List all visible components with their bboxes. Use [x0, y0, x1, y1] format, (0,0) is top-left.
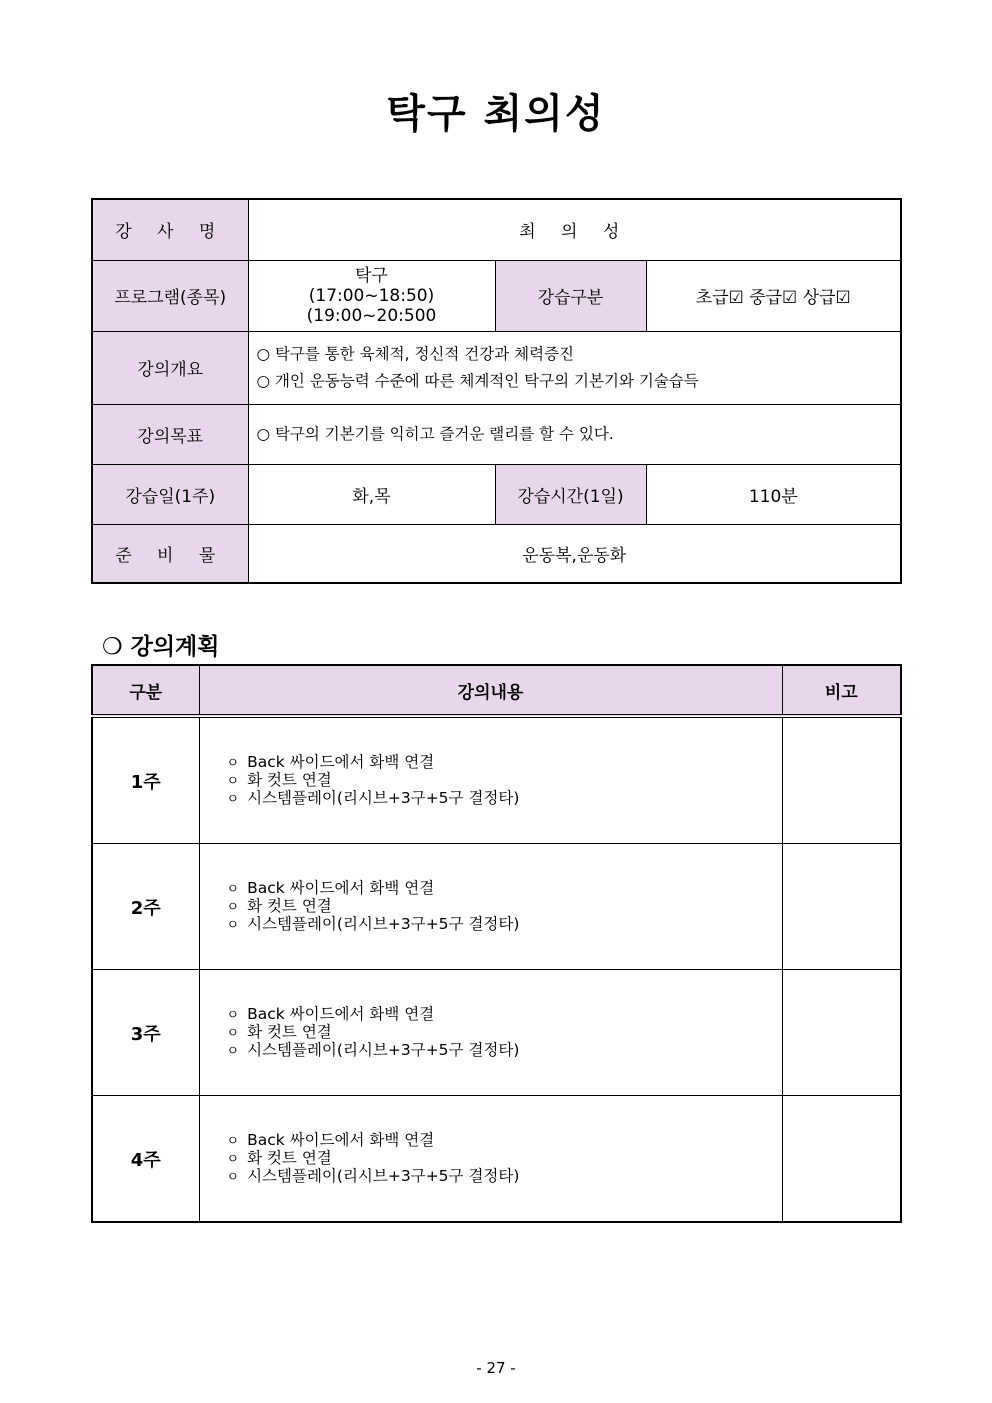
page-title: 탁구 최의성 — [386, 91, 606, 137]
list-item: ㅇ Back 싸이드에서 화백 연결 — [227, 880, 781, 898]
lesson-plan-table — [91, 664, 902, 1223]
table-row — [92, 716, 901, 844]
note-cell — [782, 716, 901, 844]
section-title: ❍ 강의계획 — [102, 634, 220, 660]
header-week: 구분 — [92, 665, 199, 716]
week-cell: 4주 — [92, 1096, 199, 1223]
table-row — [92, 970, 901, 1096]
header-note: 비고 — [782, 665, 901, 716]
note-cell — [782, 844, 901, 970]
table-row — [92, 1096, 901, 1223]
week-cell: 3주 — [92, 970, 199, 1096]
time-label: 강습시간(1일) — [495, 464, 646, 524]
instructor-value: 최 의 성 — [248, 199, 901, 260]
list-item: ㅇ 시스템플레이(리시브+3구+5구 결정타) — [227, 1042, 781, 1060]
list-item: ㅇ 화 컷트 연결 — [227, 772, 781, 790]
program-label: 프로그램(종목) — [92, 260, 248, 331]
page-number: - 27 - — [476, 1359, 516, 1377]
list-item: ㅇ 시스템플레이(리시브+3구+5구 결정타) — [227, 790, 781, 808]
supplies-label: 준 비 물 — [92, 524, 248, 583]
list-item: ㅇ Back 싸이드에서 화백 연결 — [227, 754, 781, 772]
content-cell — [199, 970, 782, 1096]
list-item: ㅇ 시스템플레이(리시브+3구+5구 결정타) — [227, 1168, 781, 1186]
overview-label: 강의개요 — [92, 331, 248, 404]
header-content: 강의내용 — [199, 665, 782, 716]
content-cell — [199, 844, 782, 970]
list-item: ㅇ 화 컷트 연결 — [227, 1150, 781, 1168]
week-cell: 2주 — [92, 844, 199, 970]
program-line: (19:00~20:500 — [306, 305, 437, 326]
course-info-table — [91, 198, 902, 584]
days-value: 화,목 — [248, 464, 495, 524]
note-cell — [782, 970, 901, 1096]
content-cell — [199, 1096, 782, 1223]
supplies-value: 운동복,운동화 — [248, 524, 901, 583]
program-value — [248, 260, 495, 331]
level-label: 강습구분 — [495, 260, 646, 331]
list-item: ㅇ 화 컷트 연결 — [227, 1024, 781, 1042]
list-item: ㅇ 시스템플레이(리시브+3구+5구 결정타) — [227, 916, 781, 934]
level-value: 초급☑ 중급☑ 상급☑ — [646, 260, 901, 331]
program-line: (17:00~18:50) — [308, 285, 435, 306]
list-item: ㅇ Back 싸이드에서 화백 연결 — [227, 1132, 781, 1150]
content-cell — [199, 716, 782, 844]
instructor-label: 강 사 명 — [92, 199, 248, 260]
goal-value: ○ 탁구의 기본기를 익히고 즐거운 랠리를 할 수 있다. — [248, 404, 901, 464]
time-value: 110분 — [646, 464, 901, 524]
overview-line: ○ 개인 운동능력 수준에 따른 체계적인 탁구의 기본기와 기술습득 — [256, 371, 699, 390]
list-item: ㅇ Back 싸이드에서 화백 연결 — [227, 1006, 781, 1024]
overview-value — [248, 331, 901, 404]
list-item: ㅇ 화 컷트 연결 — [227, 898, 781, 916]
goal-label: 강의목표 — [92, 404, 248, 464]
program-line: 탁구 — [355, 265, 388, 286]
note-cell — [782, 1096, 901, 1223]
overview-line: ○ 탁구를 통한 육체적, 정신적 건강과 체력증진 — [256, 344, 575, 363]
days-label: 강습일(1주) — [92, 464, 248, 524]
table-row — [92, 844, 901, 970]
week-cell: 1주 — [92, 716, 199, 844]
